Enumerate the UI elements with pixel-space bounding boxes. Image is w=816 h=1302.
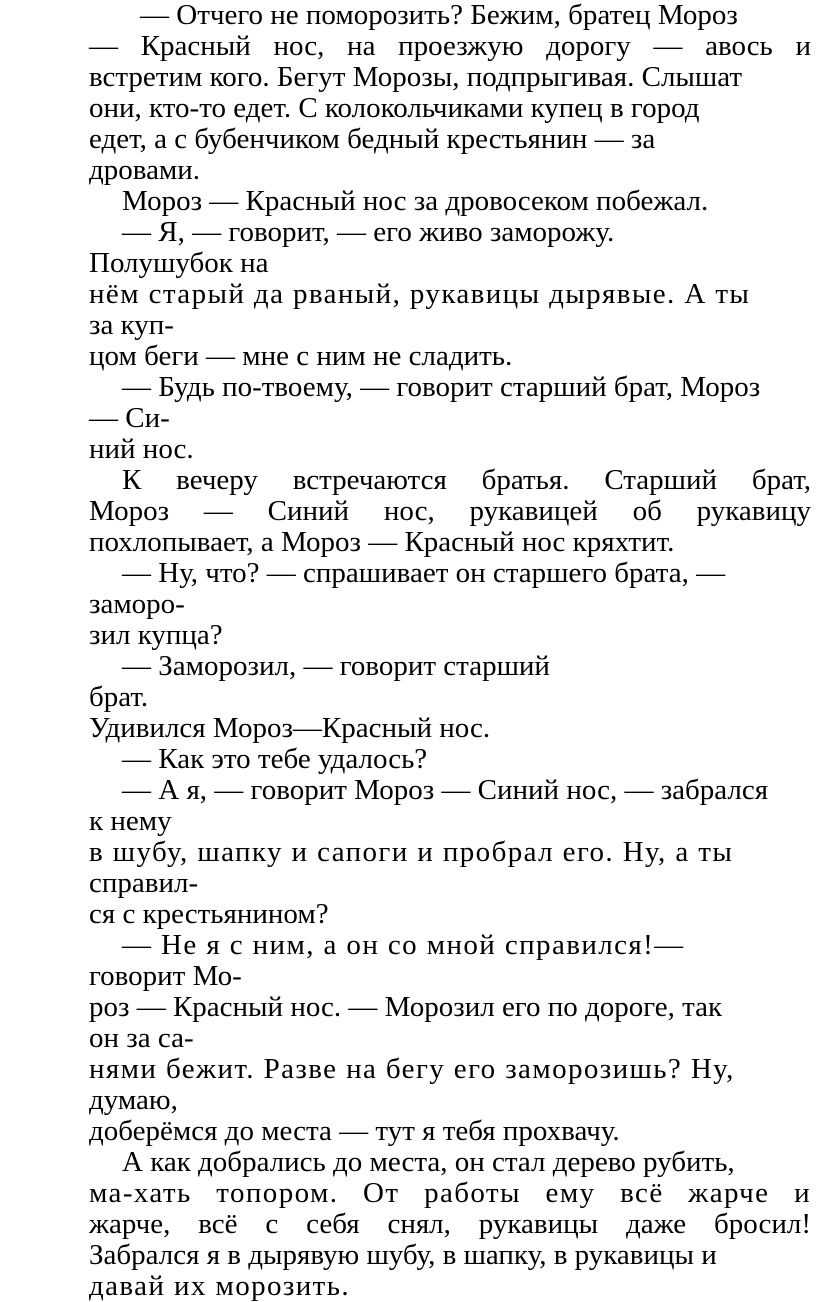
text-line: Мороз — Красный нос за дровосеком побежал. [122, 185, 709, 217]
document-page [89, 0, 811, 1302]
text-line: — Си- [89, 402, 170, 434]
text-line: А как добрались до места, он стал дерево рубить, [122, 1146, 735, 1178]
text-line: роз — Красный нос. — Морозил его по дороге, так [89, 991, 723, 1023]
text-line: в шубу, шапку и сапоги и пробрал его. Ну, а ты [89, 836, 734, 868]
text-line: брат. [89, 681, 149, 713]
text-line: зил купца? [89, 619, 223, 651]
text-line: нями бежит. Разве на бегу его заморозишь? Ну, [89, 1053, 735, 1085]
text-line: они, кто-то едет. С колокольчиками купец в город [89, 92, 700, 124]
text-line: ний нос. [89, 433, 194, 465]
text-line: — Ну, что? — спрашивает он старшего брата, — [122, 557, 726, 589]
text-line: ся с крестьянином? [89, 898, 329, 930]
text-line: он за са- [89, 1022, 194, 1054]
text-line: справил- [89, 867, 199, 899]
text-line: похлопывает, а Мороз — Красный нос кряхтит. [89, 526, 675, 558]
text-line: встретим кого. Бегут Морозы, подпрыгивая. Слышат [89, 61, 743, 93]
text-line: дровами. [89, 154, 201, 186]
text-line: заморо- [89, 588, 185, 620]
text-line: Забрался я в дырявую шубу, в шапку, в рукавицы и [89, 1239, 717, 1271]
text-line: говорит Мо- [89, 960, 242, 992]
text-line: жарче, всё с себя снял, рукавицы даже бросил! [89, 1208, 811, 1240]
text-line: — Красный нос, на проезжую дорогу — авось и [89, 30, 811, 62]
text-line: ма-хать топором. От работы ему всё жарче и [89, 1177, 811, 1209]
text-line: — А я, — говорит Мороз — Синий нос, — забрался [122, 774, 769, 806]
text-line: доберёмся до места — тут я тебя прохвачу. [89, 1115, 620, 1147]
text-line: — Заморозил, — говорит старший [122, 650, 550, 682]
text-line: — Отчего не поморозить? Бежим, братец Мороз [140, 0, 738, 31]
text-line: Мороз — Синий нос, рукавицей об рукавицу [89, 495, 811, 527]
text-line: к нему [89, 805, 172, 837]
text-line: за куп- [89, 309, 174, 341]
text-line: Удивился Мороз—Красный нос. [89, 712, 491, 744]
text-line: думаю, [89, 1084, 178, 1116]
text-line: — Не я с ним, а он со мной справился!— [122, 929, 685, 961]
story-text [89, 0, 811, 1302]
text-line: нём старый да рваный, рукавицы дырявые. А ты [89, 278, 751, 310]
text-line: едет, а с бубенчиком бедный крестьянин — за [89, 123, 656, 155]
text-line: — Как это тебе удалось? [122, 743, 428, 775]
text-line: цом беги — мне с ним не сладить. [89, 340, 513, 372]
text-line: — Будь по-твоему, — говорит старший брат, Мороз [122, 371, 761, 403]
text-line: К вечеру встречаются братья. Старший брат, [122, 464, 811, 496]
text-line: давай их морозить. [89, 1270, 351, 1302]
text-line: Полушубок на [89, 247, 269, 279]
text-line: — Я, — говорит, — его живо заморожу. [122, 216, 615, 248]
